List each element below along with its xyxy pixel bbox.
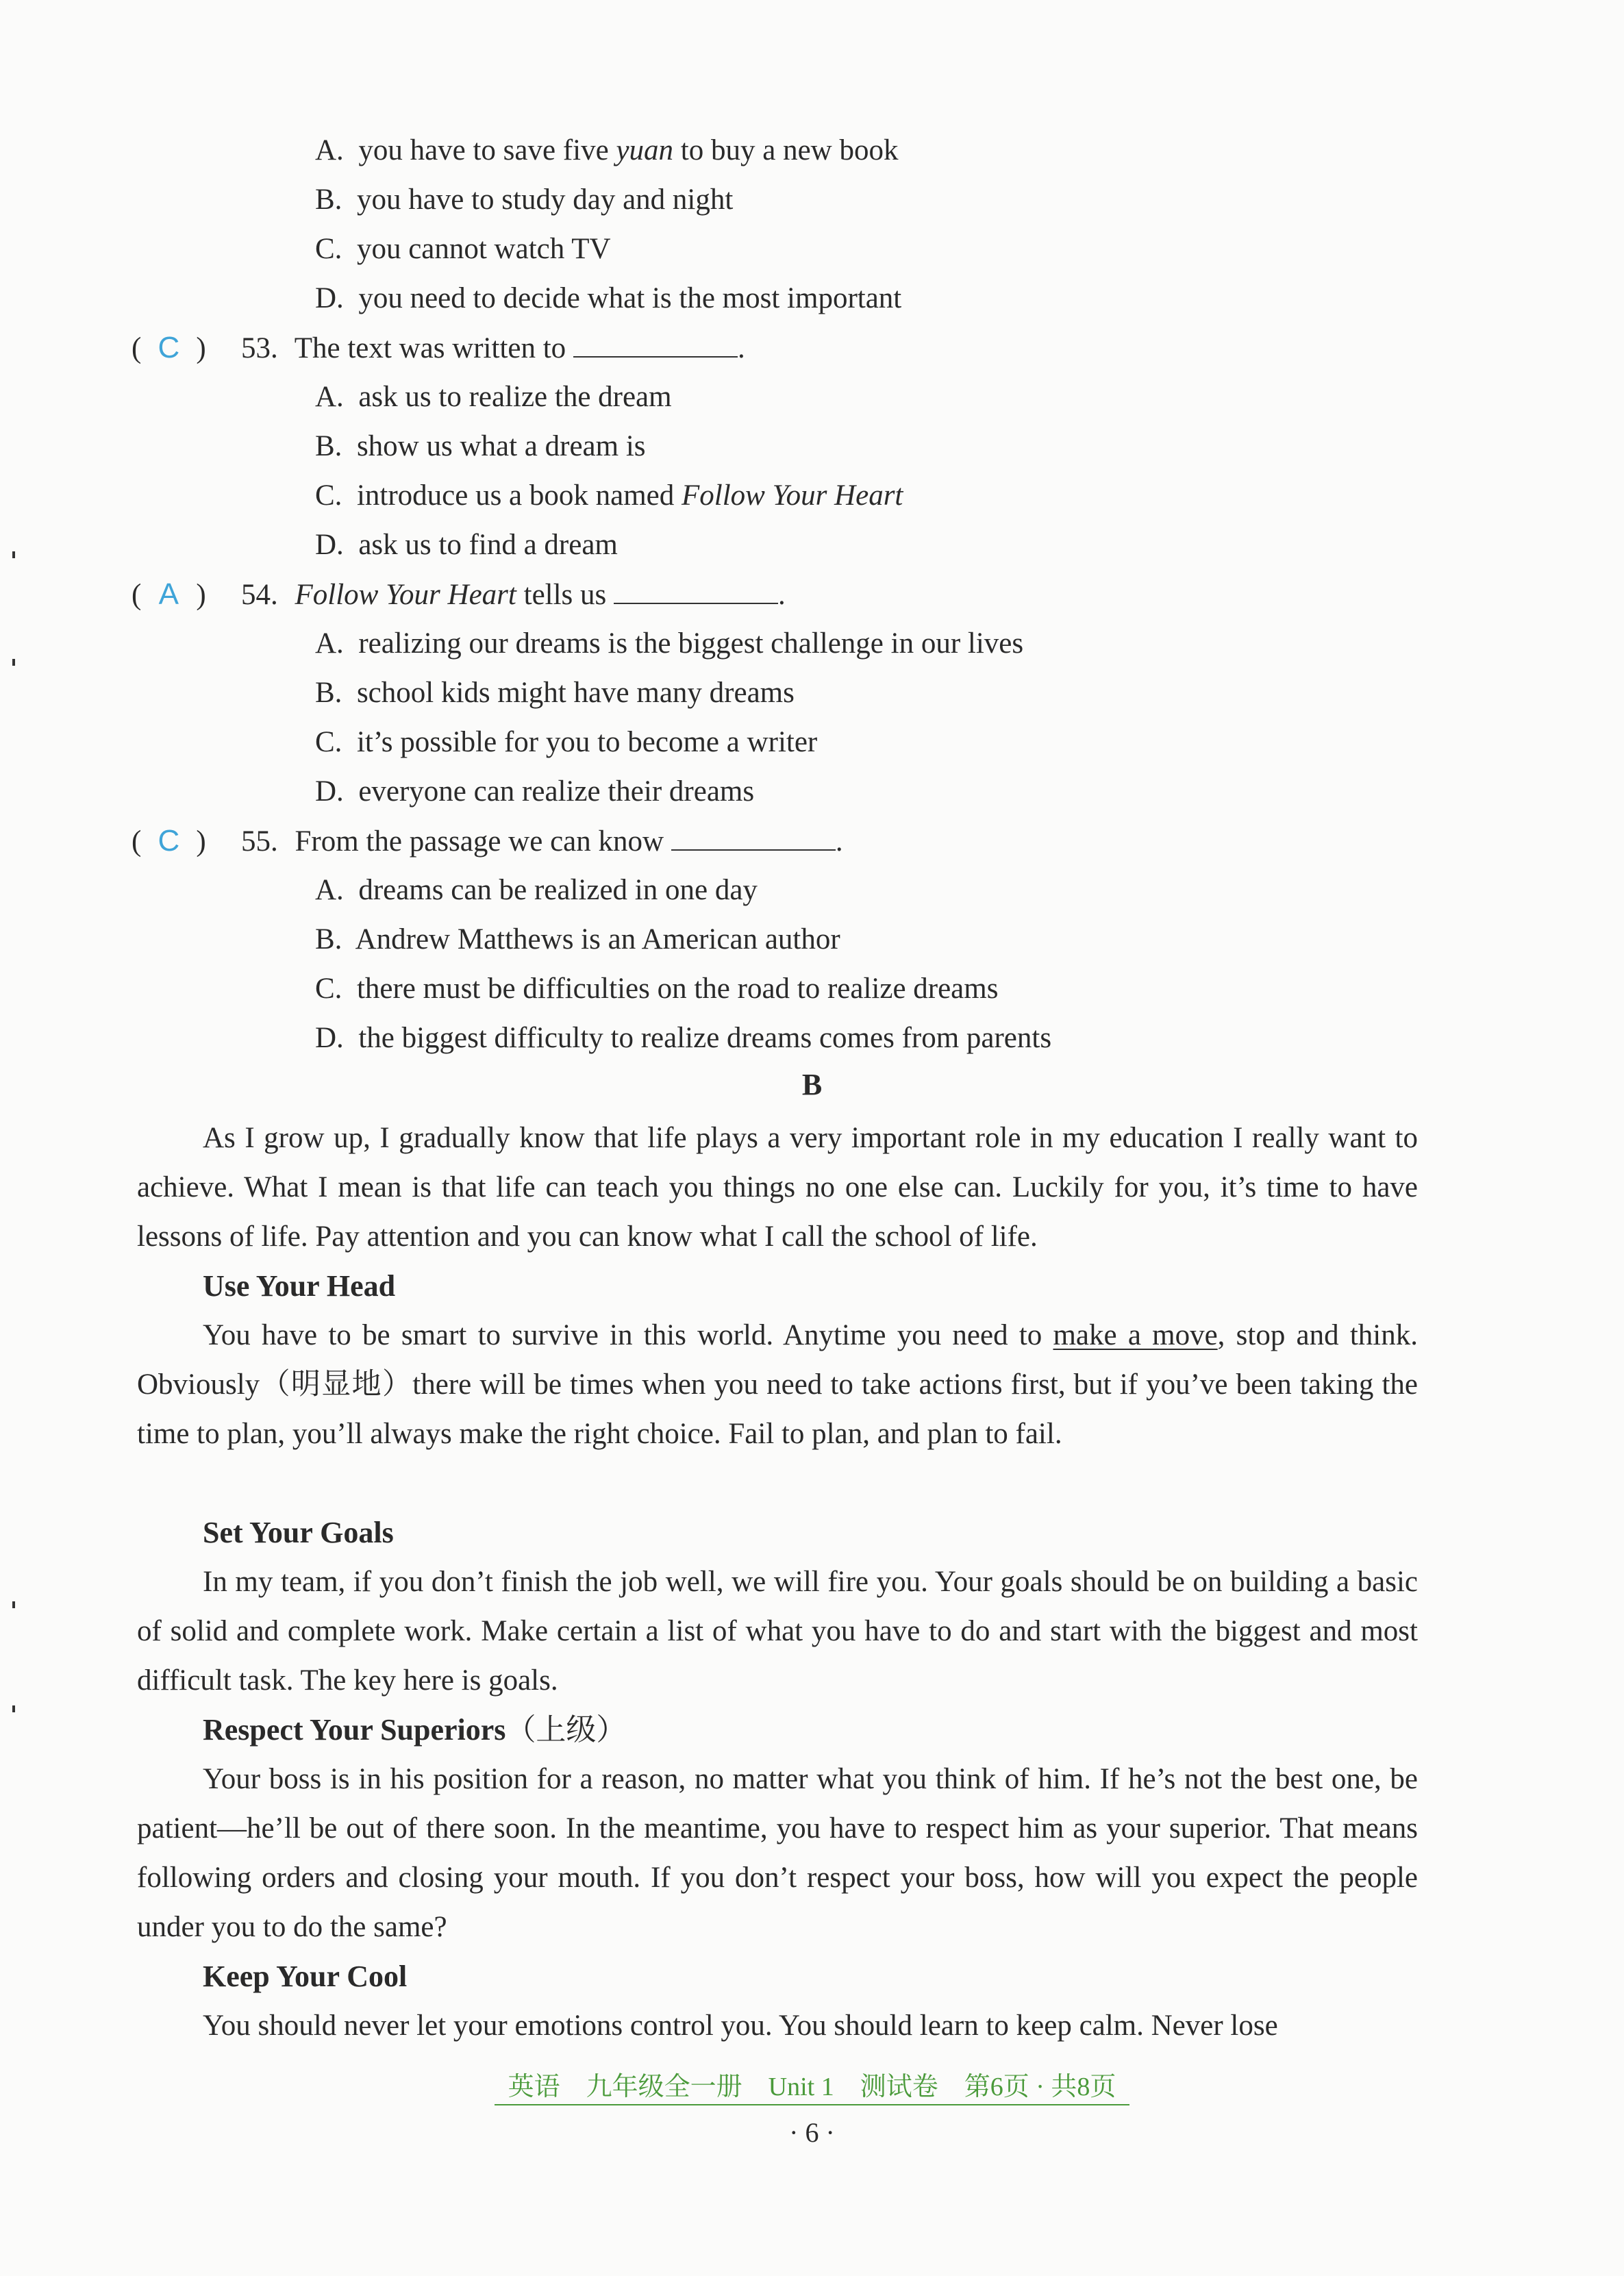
paragraph-respect-superiors: Your boss is in his position for a reason, no matter what you think of him. If he’s not the best one, be patient—he’ll be out of there soon. In the meantime, you have to respect him as your superior. That means following orders and closing your mouth. If you don’t respect your boss, how will you expect the people under you to do the same? (137, 1763, 1418, 1943)
underlined-phrase: make a move (1053, 1319, 1218, 1351)
page-footer: 英语 九年级全一册 Unit 1 测试卷 第6页 · 共8页 (0, 2070, 1624, 2104)
scan-mark (12, 551, 15, 558)
scan-mark (12, 659, 15, 666)
q54-option-b: B. school kids might have many dreams (315, 677, 795, 709)
q53-option-b: B. show us what a dream is (315, 430, 646, 462)
q52-option-a: A. you have to save five yuan to buy a new book (315, 134, 899, 166)
question-53: ( C ) 53. The text was written to . (132, 327, 745, 369)
intro-paragraph: As I grow up, I gradually know that life plays a very important role in my education I really want to achieve. What I mean is that life can teach you things no one else can. Luckily for you, it’s time to have lessons of life. Pay attention and you can know what I call the school of life. (137, 1122, 1418, 1253)
q52-option-d: D. you need to decide what is the most important (315, 282, 902, 314)
heading-respect-superiors: Respect Your Superiors（上级） (203, 1713, 627, 1747)
answer-blank (671, 822, 836, 851)
q53-option-a: A. ask us to realize the dream (315, 381, 672, 413)
answer-54: A (158, 577, 179, 611)
paragraph-set-your-goals: In my team, if you don’t finish the job well, we will fire you. Your goals should be on building a basic of solid and complete work. Make certain a list of what you have to do and start with the biggest and most difficult task. The key here is goals. (137, 1566, 1418, 1697)
q55-option-b: B. Andrew Matthews is an American author (315, 923, 840, 955)
q53-option-c: C. introduce us a book named Follow Your Heart (315, 479, 903, 512)
paragraph-keep-your-cool: You should never let your emotions control you. You should learn to keep calm. Never lose (203, 2010, 1278, 2042)
scan-mark (12, 1705, 15, 1712)
q54-option-c: C. it’s possible for you to become a writer (315, 726, 818, 758)
q55-option-c: C. there must be difficulties on the road to realize dreams (315, 973, 999, 1005)
answer-blank (573, 329, 738, 358)
answer-55: C (158, 824, 180, 858)
q54-option-a: A. realizing our dreams is the biggest challenge in our lives (315, 627, 1024, 660)
question-54: ( A ) 54. Follow Your Heart tells us . (132, 574, 786, 616)
q52-option-c: C. you cannot watch TV (315, 233, 611, 265)
answer-53: C (158, 331, 180, 364)
page-number: · 6 · (789, 2117, 835, 2148)
q55-option-d: D. the biggest difficulty to realize dreams comes from parents (315, 1022, 1052, 1054)
q52-option-b: B. you have to study day and night (315, 184, 734, 216)
answer-blank (614, 575, 778, 604)
heading-set-your-goals: Set Your Goals (203, 1516, 394, 1549)
q53-option-d: D. ask us to find a dream (315, 529, 618, 561)
scan-mark (12, 1601, 15, 1608)
q55-option-a: A. dreams can be realized in one day (315, 874, 758, 906)
section-b-title: B (801, 1068, 823, 1101)
heading-keep-your-cool: Keep Your Cool (203, 1960, 408, 1993)
q54-option-d: D. everyone can realize their dreams (315, 775, 755, 808)
heading-use-your-head: Use Your Head (203, 1269, 396, 1303)
paragraph-use-your-head: You have to be smart to survive in this world. Anytime you need to make a move, stop and think. Obviously（明显地）there will be times when you need to take actions first, but if you’ve been taking the time to plan, you’ll always make the right choice. Fail to plan, and plan to fail. (137, 1319, 1418, 1450)
question-55: ( C ) 55. From the passage we can know . (132, 821, 843, 862)
